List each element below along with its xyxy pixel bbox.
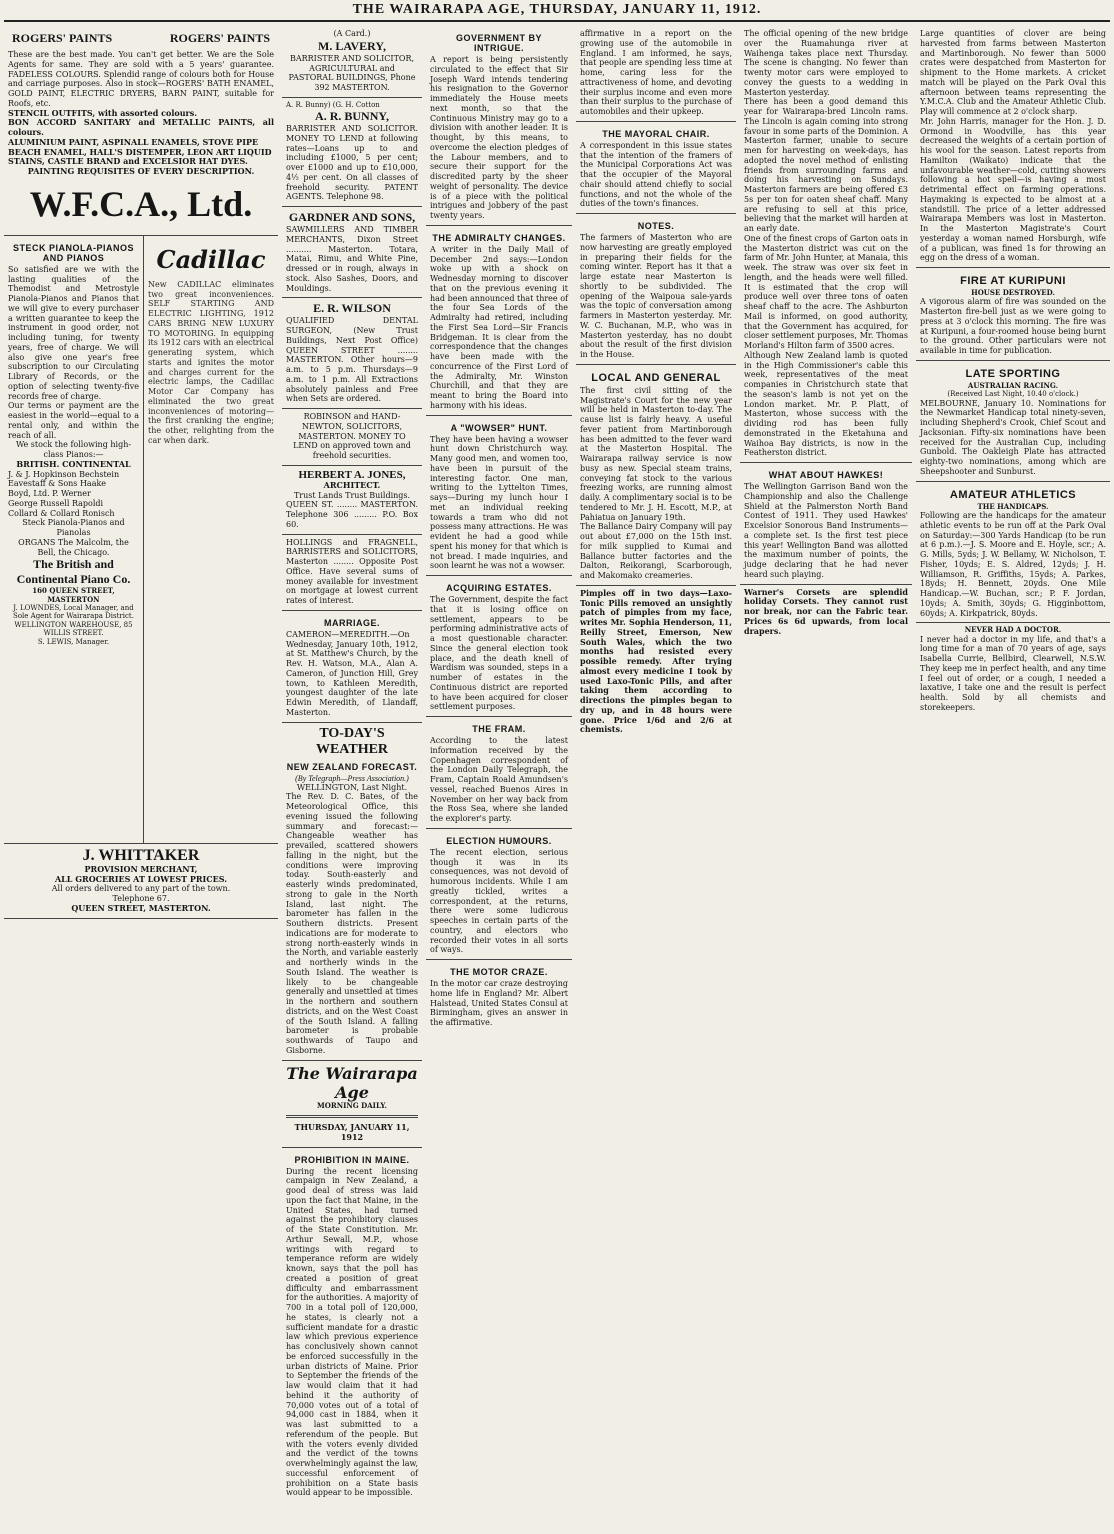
groceries: ALL GROCERIES AT LOWEST PRICES. <box>54 873 228 884</box>
wilson-name: E. R. WILSON <box>313 301 391 316</box>
architect: ARCHITECT. <box>323 479 381 490</box>
paper-nameplate <box>282 1061 422 1148</box>
intrigue-article <box>426 26 572 226</box>
doctor-heading: NEVER HAD A DOCTOR. <box>964 625 1062 635</box>
rams-body: There has been a good demand this year for Wairarapa-bred Lincoln rams. The Lincoln is again coming into strong favour in some parts of the Dominion. A Masterton farmer, unable to secure men for harvesting on week-days, has adopted the novel method of enlisting friends from surrounding farms and doing his harvesting on Sundays. Masterton farmers are being offered £3 5s per ton for oaten sheaf chaff. Many are refusing to sell at this price, believing that the market will harden at an early date. <box>744 97 908 233</box>
hawkes-heading: WHAT ABOUT HAWKES! <box>768 470 884 480</box>
estates-body: The Government, despite the fact that it is losing office on settlement, appears to be performing administrative acts of a most questionable character. Since the general election took place, and the death knell of Wardism was sounded, steps in a number of estates in the Continuous district are reported to have been acquired for closer settlement purposes. <box>430 595 568 712</box>
column-3 <box>426 26 572 1530</box>
hollings-card <box>282 535 422 611</box>
robinson-body: ROBINSON and HAND-NEWTON, SOLICITORS, MASTERTON. MONEY TO LEND on approved town and freehold securities. <box>293 412 411 461</box>
mayoral-article <box>576 122 736 214</box>
received-line: (Received Last Night, 10.40 o'clock.) <box>947 390 1079 399</box>
cadillac-body: New CADILLAC eliminates two great inconveniences. SELF STARTING AND ELECTRIC LIGHTING, 1912 CARS BRING NEW LUXURY TO MOTORING. In equipping its 1912 cars with an electrical generating system, which starts and ignites the motor and charges current for the electric lamps, the Cadillac Motor Car Company has eliminated the two great inconveniences of motoring—the first cranking the engine; the other, relighting from the car when dark. <box>148 279 274 445</box>
wowser-article <box>426 416 572 577</box>
clover-body: Large quantities of clover are being harvested from farms between Masterton and Martinborough. No fewer than 5000 crates were despatched from Masterton for shipment to the Home markets. A cricket match will be played on the Park Oval this afternoon between teams representing the Y.M.C.A. Club and the Amateur Athletic Club. Play will commence at 2 o'clock sharp. <box>920 29 1106 116</box>
rogers-item: BON ACCORD SANITARY and METALLIC PAINTS, all colours. <box>8 117 274 137</box>
corsets-body: Warner's Corsets are splendid holiday Corsets. They cannot rust nor break, nor can the Fabric tear. Prices 6s 6d upwards, from local drapers. <box>744 586 908 636</box>
motor-body: In the motor car craze destroying home life in England? Mr. Albert Halstead, United States Consul at Birmingham, gives an answer in the affirmative. <box>430 979 568 1027</box>
notes-heading: NOTES. <box>637 221 675 231</box>
handicaps-heading: THE HANDICAPS. <box>977 501 1049 511</box>
gardner-name: GARDNER AND SONS, <box>288 210 416 225</box>
oats-body: One of the finest crops of Garton oats in the Masterton district was cut on the farm of Mr. John Hunter, at Manaia, this week. The straw was over six feet in length, and the heads were well filled. It is estimated that the crop will produce well over three tons of oaten sheaf chaff to the acre. The Ashburton Mail is informed, on good authority, that the Government has acquired, for closer settlement purposes, Mr. Thomas Morland's Hilton farm of 3500 acres. <box>744 233 908 350</box>
athletics-heading: AMATEUR ATHLETICS <box>949 488 1077 501</box>
piano-maker: J. & J. Hopkinson Bechstein <box>8 469 120 479</box>
hawkes-body: The Wellington Garrison Band won the Championship and also the Challenge Shield at the Palmerston North Band Contest of 1911. They used Hawkes' Excelsior Sonorous Band Instruments—a complete set. Is the first test piece this year! Wellington Band was allotted the maximum number of points, the judge declaring that he had never heard such playing. <box>744 482 908 579</box>
election-heading: ELECTION HUMOURS. <box>446 835 552 846</box>
pimples-body: Pimples off in two days—Laxo-Tonic Pills removed an unsightly patch of pimples from my face, writes Mr. Sophia Henderson, 11, Reilly Street, Emerson, New South Wales, which the two months had resisted every possible remedy. After trying almost every medicine I took by used Laxo-Tonic Pills, and after taking them according to directions the pimples began to dry up, and in 48 hours were gone. Price 1/6d and 2/6 at chemists. <box>580 587 732 735</box>
provision: PROVISION MERCHANT, <box>84 863 198 874</box>
jones-name: HERBERT A. JONES, <box>298 468 406 481</box>
gardner-body: SAWMILLERS AND TIMBER MERCHANTS, Dixon Street .......... Masterton. Totara, Matai, Rimu, and White Pine, dressed or in rough, always in stock. Also Sashes, Doors, and Mouldings. <box>286 225 418 293</box>
admiralty-body: A writer in the Daily Mail of December 2nd says:—London woke up with a shock on Wednesday morning to discover that on the previous evening it had been announced that three of the four Sea Lords of the Admiralty had retired, including the First Sea Lord—Sir Francis Bridgeman. It is clear from the correspondence that the changes have been made with the concurrence of the First Lord of the Admiralty, Mr. Winston Churchill, and that they are meant to bring the Board into harmony with his ideas. <box>430 244 568 410</box>
bunny-body: BARRISTER AND SOLICITOR. MONEY TO LEND at following rates—Loans up to and including £1000, 5 per cent; over £1000 and up to £10,000, 4½ per cent. On all classes of freehold security. PATENT AGENTS. Telephone 98. <box>286 124 418 202</box>
local-article <box>576 365 736 586</box>
lowndes: J. LOWNDES, Local Manager, and Sole Agent for Wairarapa District. <box>13 604 134 621</box>
piano-maker: Collard & Collard Ronisch <box>8 508 115 518</box>
fire-article <box>916 268 1110 361</box>
piano-maker: Eavestaff & Sons Haake <box>8 479 107 489</box>
racing-body: MELBOURNE, January 10. Nominations for the Newmarket Handicap total ninety-seven, including Shepherd's Crook, Chief Scout and Jacksonian. Fifty-six nominations have been received for the Australian Cup, including Gunbold. The Oakleigh Plate has attracted eighty-two nominations, among which are Sheepshooter and Sunburst. <box>920 398 1106 476</box>
intrigue-heading: GOVERNMENT BY INTRIGUE. <box>455 33 542 53</box>
motor-continued-body: affirmative in a report on the growing use of the automobile in England. I am informed, he says, that people are spending less time at home, caring less for the attractiveness of home, and devoting their surplus income and even more than their surplus to the purchase of automobiles and their upkeep. <box>580 29 732 116</box>
lavery-card <box>282 26 422 98</box>
doctor-ad <box>916 623 1110 716</box>
rogers-body: These are the best made. You can't get better. We are the Sole Agents for same. They are sold with a 5 years' guarantee. FADELESS COLOURS. Splendid range of colours both for House and carriage purposes. Also in stock—ROGERS' BATH ENAMEL, GOLD PAINT, ELECTRIC DRYERS, BARN PAINT, suitable for Roofs, etc. <box>8 50 274 108</box>
maine-heading: PROHIBITION IN MAINE. <box>294 1154 410 1165</box>
organs-line: ORGANS The Malcolm, the Bell, the Chicago. <box>18 537 129 557</box>
wfca-logo: W.F.C.A., Ltd. <box>29 183 253 224</box>
jones-card <box>282 466 422 535</box>
weather-article <box>282 723 422 1061</box>
racing-heading: AUSTRALIAN RACING. <box>967 380 1059 390</box>
hawkes-ad <box>740 463 912 585</box>
rogers-title-right: ROGERS' PAINTS <box>169 31 270 45</box>
card-label: (A Card.) <box>333 29 371 38</box>
press-line: (By Telegraph—Press Association.) <box>295 773 409 783</box>
column-6 <box>916 26 1110 1530</box>
bridge-body: The official opening of the new bridge over the Ruamahunga river at Waihenga takes place next Thursday. The scene is changing. No fewer than twenty motor cars were employed to convey the guests to a wedding in Masterton yesterday. <box>744 29 908 97</box>
wowser-heading: A "WOWSER" HUNT. <box>450 422 548 433</box>
dateline: WELLINGTON, Last Night. <box>296 782 408 792</box>
piano-maker: Boyd, Ltd. P. Werner <box>8 489 91 498</box>
rogers-item: STAINS, CASTLE BRAND and EXCELSIOR HAT DYES. <box>8 156 248 167</box>
admiralty-article <box>426 226 572 416</box>
ballance-body: The Ballance Dairy Company will pay out about £7,000 on the 15th inst. for milk supplied to Kumai and Ballance butter factories and the Dalton, Reikorangi, Scarborough, and Makomako creameries. <box>580 522 732 580</box>
marriage-notice <box>282 611 422 723</box>
weather-body: The Rev. D. C. Bates, of the Meteorological Office, this evening issued the following summary and forecast:— Changeable weather has prevailed, scattered showers falling in the night, but the conditions were improving today. South-easterly and easterly winds predominated, strong to gale in the North Island, last night. The barometer has fallen in the Southern districts. Present indications are for moderate to strong north-easterly winds in the North, and variable easterly and northerly winds in the South Island. The weather is likely to be changeable generally and unsettled at times in the northern and southern districts, and on the West Coast of the South Island. A falling barometer is probable southwards of Taupo and Gisborne. <box>286 792 418 1055</box>
orders: All orders delivered to any part of the town. <box>51 884 231 894</box>
lavery-name: M. LAVERY, <box>318 38 386 53</box>
british-continental: BRITISH. CONTINENTAL <box>16 458 131 469</box>
issue-date: THURSDAY, JANUARY 11, 1912 <box>294 1122 410 1142</box>
rogers-title-left: ROGERS' PAINTS <box>12 31 113 45</box>
mayoral-heading: THE MAYORAL CHAIR. <box>602 128 710 139</box>
sporting-heading: LATE SPORTING <box>965 367 1061 380</box>
queen-street: 160 QUEEN STREET, MASTERTON <box>32 586 115 604</box>
hollings-body: HOLLINGS and FRAGNELL, BARRISTERS and SOLICITORS, Masterton ........ Opposite Post Office. Have several sums of money available for investment on mortgage at lowest current rates of interest. <box>286 537 418 606</box>
marriage-body: CAMERON—MEREDITH.—On Wednesday, January 10th, 1912, at St. Matthew's Church, by the Rev. H. Watson, M.A., Alan A. Cameron, of Junction Hill, Grey town, to Kathleen Meredith, youngest daughter of the late Edwin Meredith, of Llandaff, Masterton. <box>286 629 418 717</box>
morning-daily: MORNING DAILY. <box>317 1100 387 1110</box>
mayoral-body: A correspondent in this issue states that the intention of the framers of the Municipal Corporations Act was that the occupier of the Mayoral chair should attend chiefly to social functions, and not the whole of the duties of the town's finances. <box>580 140 732 209</box>
wellington-warehouse: WELLINGTON WAREHOUSE, 85 WILLIS STREET. <box>14 620 133 638</box>
local-heading: LOCAL AND GENERAL <box>591 371 721 384</box>
notes-body: The farmers of Masterton who are now harvesting are greatly employed in preparing their fields for the coming winter. Report has it that a large estate near Masterton is shortly to be subdivided. The opening of the Waipoua sale-yards was the topic of conversation among farmers in Masterton yesterday. Mr. W. C. Buchanan, M.P., who was in Masterton yesterday, has no doubt about the result of the first division in the House. <box>580 233 732 359</box>
estates-article <box>426 576 572 717</box>
fram-body: According to the latest information received by the Copenhagen correspondent of the London Daily Telegraph, the Fram, Captain Roald Amundsen's vessel, reached Buenos Aires in November on her way back from the Ross Sea, where she landed the explorer's party. <box>430 736 568 823</box>
wilson-body: QUALIFIED DENTAL SURGEON, (New Trust Buildings, Next Post Office) QUEEN STREET ........ MASTERTON. Other hours—9 a.m. to 5 p.m. Thursdays—9 a.m. to 1 p.m. All Extractions absolutely painless and Free when Sets are ordered. <box>286 316 418 404</box>
steck-line: Steck Pianola-Pianos and Pianolas <box>22 518 125 537</box>
robinson-card <box>282 409 422 466</box>
motor-continued <box>576 26 736 122</box>
bunny-name: A. R. BUNNY, <box>315 109 389 124</box>
bunny-names: A. R. Bunny) (G. H. Cotton <box>286 100 380 109</box>
corsets-ad <box>740 585 912 641</box>
column-1 <box>4 26 278 1530</box>
maine-body: During the recent licensing campaign in New Zealand, a good deal of stress was laid upon the fact that Maine, in the United States, had turned against the prohibitory clauses of the State Constitution. Mr. Arthur Sewall, M.P., whose writings with regard to temperance reform are widely known, says that the poll has created a position of great difficulty and embarrassment for the authorities. A majority of 700 in a total poll of 120,000, he states, is clearly not a sufficient mandate for a drastic law which previous experience has conclusively shown cannot be enforced successfully in the urban districts of Maine. Prior to September the friends of the law would claim that it had behind it the authority of 70,000 votes out of a total of 94,000 cast in 1884, when it was last submitted to a referendum of the people. But with the voters evenly divided and the verdict of the towns overwhelmingly against the law, successful enforcement of prohibition on a State basis would appear to be impossible. <box>286 1166 418 1498</box>
rogers-item: BEACH ENAMEL, HALL'S DISTEMPER, LEON ART LIQUID <box>8 146 272 157</box>
wowser-body: They have been having a wowser hunt down Christchurch way. Many good men, and women too, have been in pursuit of the interesting factor. One man, writing to the Lyttelton Times, says—During my lunch hour I met an individual reeking towards a tram who did not possess many attractions. He was evident he had a good while spent his money for that which is not bread. I made inquiries, and soon learnt he was not a wowser. <box>430 434 568 571</box>
piano-maker: George Russell Rapoldi <box>8 498 104 508</box>
lavery-body: BARRISTER AND SOLICITOR, AGRICULTURAL and PASTORAL BUILDINGS, Phone 392 MASTERTON. <box>288 53 416 92</box>
athletics-article <box>916 482 1110 624</box>
whittaker-ad <box>4 843 278 919</box>
rogers-foot: PAINTING REQUISITES OF EVERY DESCRIPTION. <box>27 166 255 176</box>
rogers-item: STENCIL OUTFITS, with assorted colours. <box>8 107 198 118</box>
misc-body: Mr. John Harris, manager for the Hon. J. D. Ormond in Woodville, has this year decreased the weights of a certain portion of his wool for the season. Latest reports from Hamilton (Waikato) indicate that the unfavourable weather—cold, cutting showers following a hot spell—is having a most detrimental effect on farming operations. Haymaking is expected to be almost at a standstill. The price of a letter addressed Wairarapa Members was lost in Masterton. In the Masterton Magistrate's Court yesterday a woman named Horsburgh, wife of a publican, was fined 1s for throwing an egg on the dress of a woman. <box>920 116 1106 263</box>
athletics-body: Following are the handicaps for the amateur athletic events to be run off at the Park Oval on Saturday:—300 Yards Handicap (to be run at 6 p.m.).—J. S. Moore and E. Hoyle, scr.; A. G. Mills, 5yds; J. W. Bellamy, W. Nicholson, T. Fisher, 10yds; E. S. Aldred, 12yds; J. H. Williamson, R. Griffiths, 15yds; A. Parkes, 18yds; H. Bennett, 20yds. One Mile Handicap.—W. Buchan, scr.; P. F. Jordan, 10yds; A. Smith, 30yds; G. Higginbottom, 60yds; A. Kirkpatrick, 80yds. <box>920 511 1106 618</box>
rogers-item: ALUMINIUM PAINT, ASPINALL ENAMELS, STOVE PIPE <box>8 136 259 147</box>
lamb-body: Although New Zealand lamb is quoted in the High Commissioner's cable this week, representatives of the meat companies in Christchurch state that the season's lamb is not yet on the London market. Mr. P. Platt, of Masterton, whose success with the dividing rod has been fully demonstrated in the Eketahuna and Waihoa Bay districts, is now in the Featherston district. <box>744 350 908 458</box>
bunny-card <box>282 98 422 207</box>
motor-heading: THE MOTOR CRAZE. <box>450 967 548 977</box>
weather-heading: TO-DAY'S WEATHER <box>315 725 389 757</box>
trust-buildings: Trust Lands Trust Buildings. <box>293 490 411 500</box>
election-article <box>426 829 572 960</box>
election-body: The recent election, serious though it was in its consequences, was not devoid of humorous incidents. While I am greatly tickled, writes a correspondent, at the returns, there were some ludicrous speeches in certain parts of the country, and electors who recorded their votes in all sorts of ways. <box>430 847 568 955</box>
fram-heading: THE FRAM. <box>472 724 526 734</box>
steck-body: So satisfied are we with the lasting qualities of the Themodist and Metrostyle Pianola-Pianos and Pianos that we will give to every purchaser a written guarantee to keep the instrument in good order, not including tuning, for twenty years, free of charge. We will also give one year's free subscription to our Circulating Library of Records, or the option of selecting twenty-five records free of charge. <box>8 264 139 401</box>
maine-article <box>282 1148 422 1503</box>
fram-article <box>426 717 572 829</box>
col6-items <box>916 26 1110 268</box>
house-destroyed: HOUSE DESTROYED. <box>971 288 1055 297</box>
forecast-heading: NEW ZEALAND FORECAST. <box>286 761 418 772</box>
col5-items <box>740 26 912 463</box>
intrigue-body: A report is being persistently circulated to the effect that Sir Joseph Ward intends tendering his resignation to the Governor immediately the House meets next month, so that the Continuous Ministry may go to a division with another leader. It is thought, by this means, to overcome the election pledges of the Labour members, and to secure their support for the discredited party by the sheer weight of personality. The device is of a piece with the political intrigues and jobbery of the past twenty years. <box>430 55 568 220</box>
steck-ad <box>4 236 144 843</box>
fire-heading: FIRE AT KURIPUNI <box>960 275 1066 287</box>
telephone: Telephone 67. <box>112 894 170 903</box>
notes-article <box>576 214 736 365</box>
marriage-heading: MARRIAGE. <box>324 617 380 628</box>
stock-line: We stock the following high-class Pianos:— <box>15 440 132 459</box>
column-2 <box>282 26 422 1530</box>
column-5 <box>740 26 912 1530</box>
steck-heading: STECK PIANOLA-PIANOS AND PIANOS <box>12 242 134 263</box>
whittaker-name: J. WHITTAKER <box>82 846 200 864</box>
estates-heading: ACQUIRING ESTATES. <box>446 583 552 593</box>
motor-article <box>426 960 572 1032</box>
rogers-paints-ad <box>4 26 278 236</box>
gardner-card <box>282 207 422 298</box>
local-body: The first civil sitting of the Magistrate's Court for the new year will be held in Masterton to-day. The cause list is fairly heavy. A useful fever patient from Martinborough has been admitted to the fever ward at the Masterton Hospital. The Wairarapa railway service is now busy as new. Special steam trains, conveying fat stock to the various freezing works, are running almost daily. A complimentary social is to be tendered to Mr. J. H. Escott, M.P., at Pahiatua on January 19th. <box>580 385 732 522</box>
jones-address: QUEEN ST. ........ MASTERTON. Telephone 306 ......... P.O. Box 60. <box>286 500 418 529</box>
masthead: THE WAIRARAPA AGE, THURSDAY, JANUARY 11, 1912. <box>4 2 1110 22</box>
cadillac-ad <box>144 236 278 843</box>
paper-name: The Wairarapa Age <box>286 1063 418 1102</box>
lewis: S. LEWIS, Manager. <box>37 637 110 646</box>
cadillac-logo: Cadillac <box>156 244 266 274</box>
british-continental-logo: The British and Continental Piano Co. <box>16 557 131 587</box>
admiralty-heading: THE ADMIRALTY CHANGES. <box>432 232 566 243</box>
pimples-ad <box>576 586 736 739</box>
sporting-article <box>916 361 1110 482</box>
column-4 <box>576 26 736 1530</box>
doctor-body: I never had a doctor in my life, and that's a long time for a man of 70 years of age, says Isabella Currie, Bellbird, Clearwell, N.S.W. They keep me in perfect health, and any time I feel out of order, or a cough, I needed a laxative, I take one and the result is perfect health. Sold by all chemists and storekeepers. <box>920 634 1106 712</box>
steck-terms: Our terms or payment are the easiest in the world—equal to a rental only, and within the reach of all. <box>8 401 139 440</box>
queen-street-address: QUEEN STREET, MASTERTON. <box>71 902 211 913</box>
wilson-card <box>282 298 422 409</box>
fire-body: A vigorous alarm of fire was sounded on the Masterton fire-bell just as we were going to press at 3 o'clock this morning. The fire was at Kuripuni, a four-roomed house being burnt to the ground. Other particulars were not available in time for publication. <box>920 297 1106 356</box>
